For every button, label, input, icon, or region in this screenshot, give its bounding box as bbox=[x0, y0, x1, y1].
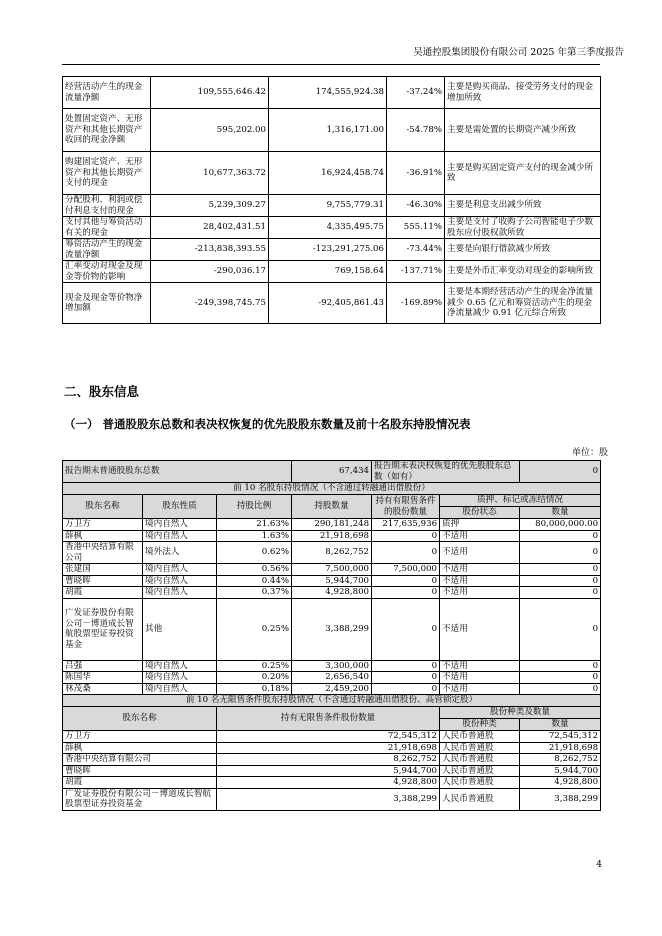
cashflow-item: 经营活动产生的现金流量净额 bbox=[63, 77, 151, 109]
table-row bbox=[63, 587, 601, 599]
unrestricted-name: 薛枫 bbox=[63, 742, 217, 754]
shareholder-qty: 7,500,000 bbox=[292, 564, 372, 576]
cashflow-change: -36.91% bbox=[387, 152, 445, 195]
shareholder-ratio: 0.56% bbox=[217, 564, 292, 576]
unrestricted-class: 人民币普通股 bbox=[440, 765, 520, 777]
shareholder-nature: 境内自然人 bbox=[143, 587, 217, 599]
shareholder-restricted: 0 bbox=[372, 683, 440, 695]
cashflow-prior: 4,335,495.75 bbox=[269, 217, 387, 239]
col-header-pledge-qty: 数量 bbox=[520, 507, 601, 519]
table-row bbox=[63, 672, 601, 684]
cashflow-current: 28,402,431.51 bbox=[151, 217, 269, 239]
total-holders-value: 67,434 bbox=[292, 461, 372, 483]
page-header: 吴通控股集团股份有限公司 2025 年第三季度报告 bbox=[413, 47, 624, 58]
shareholder-pledge-qty: 80,000,000.00 bbox=[520, 519, 601, 531]
top10-title: 前 10 名股东持股情况（不含通过转融通出借股份） bbox=[63, 483, 601, 495]
table-row bbox=[63, 77, 601, 109]
table-row bbox=[63, 731, 601, 743]
cashflow-reason: 主要是购买商品、接受劳务支付的现金增加所致 bbox=[445, 77, 601, 109]
table-row bbox=[63, 217, 601, 239]
shareholder-table bbox=[62, 460, 601, 811]
col-header-pledge-group: 质押、标记或冻结情况 bbox=[440, 495, 601, 507]
shareholder-qty: 2,656,540 bbox=[292, 672, 372, 684]
shareholder-pledge-status: 不适用 bbox=[440, 575, 520, 587]
col-header-qty: 持股数量 bbox=[292, 495, 372, 519]
shareholder-ratio: 0.25% bbox=[217, 598, 292, 660]
shareholder-pledge-status: 不适用 bbox=[440, 587, 520, 599]
cashflow-prior: 16,924,458.74 bbox=[269, 152, 387, 195]
shareholder-nature: 境内自然人 bbox=[143, 564, 217, 576]
col-header-pledge-status: 股份状态 bbox=[440, 507, 520, 519]
shareholder-pledge-status: 不适用 bbox=[440, 564, 520, 576]
shareholder-ratio: 0.37% bbox=[217, 587, 292, 599]
cashflow-change: -137.71% bbox=[387, 261, 445, 283]
unrestricted-name: 胡霞 bbox=[63, 777, 217, 789]
shareholder-restricted: 0 bbox=[372, 587, 440, 599]
shareholder-qty: 8,262,752 bbox=[292, 542, 372, 564]
shareholder-restricted: 7,500,000 bbox=[372, 564, 440, 576]
cashflow-item: 汇率变动对现金及现金等价物的影响 bbox=[63, 261, 151, 283]
shareholder-nature: 其他 bbox=[143, 598, 217, 660]
unrestricted-class-qty: 8,262,752 bbox=[520, 754, 601, 766]
unrestricted-class: 人民币普通股 bbox=[440, 788, 520, 810]
shareholder-restricted: 0 bbox=[372, 672, 440, 684]
table-row bbox=[63, 742, 601, 754]
unrestricted-title: 前 10 名无限售条件股东持股情况（不含通过转融通出借股份、高管锁定股） bbox=[63, 695, 601, 707]
cashflow-change: -169.89% bbox=[387, 283, 445, 324]
shareholder-pledge-status: 不适用 bbox=[440, 598, 520, 660]
cashflow-prior: 1,316,171.00 bbox=[269, 109, 387, 152]
table-row bbox=[63, 575, 601, 587]
shareholder-name: 香港中央结算有限公司 bbox=[63, 542, 143, 564]
shareholder-restricted: 0 bbox=[372, 530, 440, 542]
unrestricted-class: 人民币普通股 bbox=[440, 742, 520, 754]
section-title-shareholders: 二、股东信息 bbox=[64, 384, 140, 399]
unrestricted-qty: 21,918,698 bbox=[217, 742, 440, 754]
cashflow-prior: 174,555,924.38 bbox=[269, 77, 387, 109]
shareholder-qty: 3,388,299 bbox=[292, 598, 372, 660]
table-row bbox=[63, 598, 601, 660]
table-row bbox=[63, 261, 601, 283]
table-row bbox=[63, 777, 601, 789]
shareholder-ratio: 21.63% bbox=[217, 519, 292, 531]
cashflow-prior: 769,158.64 bbox=[269, 261, 387, 283]
table-row bbox=[63, 660, 601, 672]
shareholder-pledge-qty: 0 bbox=[520, 587, 601, 599]
shareholder-restricted: 217,635,936 bbox=[372, 519, 440, 531]
cashflow-item: 支付其他与筹资活动有关的现金 bbox=[63, 217, 151, 239]
col-header-ratio: 持股比例 bbox=[217, 495, 292, 519]
shareholder-ratio: 0.25% bbox=[217, 660, 292, 672]
table-row bbox=[63, 195, 601, 217]
shareholder-nature: 境内自然人 bbox=[143, 519, 217, 531]
shareholder-name: 曹晓晖 bbox=[63, 575, 143, 587]
unrestricted-class: 人民币普通股 bbox=[440, 731, 520, 743]
table-row bbox=[63, 239, 601, 261]
unrestricted-class-qty: 3,388,299 bbox=[520, 788, 601, 810]
table-row bbox=[63, 754, 601, 766]
total-holders-label: 报告期末普通股股东总数 bbox=[63, 461, 292, 483]
shareholder-ratio: 0.20% bbox=[217, 672, 292, 684]
unrestricted-class: 人民币普通股 bbox=[440, 777, 520, 789]
unrestricted-class: 人民币普通股 bbox=[440, 754, 520, 766]
unrestricted-class-qty: 5,944,700 bbox=[520, 765, 601, 777]
shareholder-pledge-status: 不适用 bbox=[440, 530, 520, 542]
cashflow-current: -213,838,393.55 bbox=[151, 239, 269, 261]
shareholder-pledge-qty: 0 bbox=[520, 683, 601, 695]
preferred-holders-label: 报告期末表决权恢复的优先股股东总数（如有） bbox=[372, 461, 520, 483]
shareholder-restricted: 0 bbox=[372, 575, 440, 587]
cashflow-reason: 主要是向银行借款减少所致 bbox=[445, 239, 601, 261]
col-header-name: 股东名称 bbox=[63, 495, 143, 519]
page-number: 4 bbox=[596, 860, 602, 870]
shareholder-pledge-status: 不适用 bbox=[440, 542, 520, 564]
shareholder-name: 吕强 bbox=[63, 660, 143, 672]
cashflow-current: 10,677,363.72 bbox=[151, 152, 269, 195]
unrestricted-name: 广发证券股份有限公司－博道成长智航股票型证券投资基金 bbox=[63, 788, 217, 810]
cashflow-change: -37.24% bbox=[387, 77, 445, 109]
cashflow-current: -290,036.17 bbox=[151, 261, 269, 283]
shareholder-pledge-status: 不适用 bbox=[440, 683, 520, 695]
table-row bbox=[63, 564, 601, 576]
table-row bbox=[63, 542, 601, 564]
preferred-holders-value: 0 bbox=[520, 461, 601, 483]
table-row bbox=[63, 152, 601, 195]
shareholder-qty: 290,181,248 bbox=[292, 519, 372, 531]
unrestricted-qty: 8,262,752 bbox=[217, 754, 440, 766]
cashflow-reason: 主要是购买固定资产支付的现金减少所致 bbox=[445, 152, 601, 195]
cashflow-prior: 9,755,779.31 bbox=[269, 195, 387, 217]
shareholder-name: 林茂桑 bbox=[63, 683, 143, 695]
table-row bbox=[63, 519, 601, 531]
shareholder-ratio: 1.63% bbox=[217, 530, 292, 542]
shareholder-nature: 境内自然人 bbox=[143, 575, 217, 587]
cashflow-change-table bbox=[62, 76, 601, 324]
unres-header-name: 股东名称 bbox=[63, 707, 217, 731]
cashflow-prior: -92,405,861.43 bbox=[269, 283, 387, 324]
unres-header-class: 股份种类 bbox=[440, 719, 520, 731]
cashflow-current: 109,555,646.42 bbox=[151, 77, 269, 109]
unrestricted-name: 万卫方 bbox=[63, 731, 217, 743]
shareholder-pledge-qty: 0 bbox=[520, 575, 601, 587]
table-row bbox=[63, 765, 601, 777]
cashflow-reason: 主要是本期经营活动产生的现金净流量减少 0.65 亿元和筹资活动产生的现金净流量减少 0.91 亿元综合所致 bbox=[445, 283, 601, 324]
cashflow-item: 筹资活动产生的现金流量净额 bbox=[63, 239, 151, 261]
table-row bbox=[63, 788, 601, 810]
table-row bbox=[63, 530, 601, 542]
subsection-title: （一） 普通股股东总数和表决权恢复的优先股股东数量及前十名股东持股情况表 bbox=[64, 417, 471, 431]
shareholder-nature: 境外法人 bbox=[143, 542, 217, 564]
shareholder-qty: 3,300,000 bbox=[292, 660, 372, 672]
unres-header-qty: 持有无限售条件股份数量 bbox=[217, 707, 440, 731]
col-header-restricted: 持有有限售条件的股份数量 bbox=[372, 495, 440, 519]
unit-label: 单位：股 bbox=[571, 448, 608, 458]
shareholder-pledge-qty: 0 bbox=[520, 530, 601, 542]
shareholder-qty: 21,918,698 bbox=[292, 530, 372, 542]
shareholder-pledge-status: 不适用 bbox=[440, 672, 520, 684]
cashflow-item: 分配股利、利润或偿付利息支付的现金 bbox=[63, 195, 151, 217]
shareholder-nature: 境内自然人 bbox=[143, 530, 217, 542]
unrestricted-name: 曹晓晖 bbox=[63, 765, 217, 777]
unrestricted-qty: 72,545,312 bbox=[217, 731, 440, 743]
shareholder-nature: 境内自然人 bbox=[143, 672, 217, 684]
unrestricted-name: 香港中央结算有限公司 bbox=[63, 754, 217, 766]
cashflow-current: 5,239,309.27 bbox=[151, 195, 269, 217]
unres-header-cqty: 数量 bbox=[520, 719, 601, 731]
shareholder-qty: 4,928,800 bbox=[292, 587, 372, 599]
shareholder-pledge-qty: 0 bbox=[520, 564, 601, 576]
cashflow-reason: 主要是支付了收购子公司智能电子少数股东应付股权款所致 bbox=[445, 217, 601, 239]
unrestricted-qty: 4,928,800 bbox=[217, 777, 440, 789]
shareholder-ratio: 0.18% bbox=[217, 683, 292, 695]
unrestricted-class-qty: 72,545,312 bbox=[520, 731, 601, 743]
cashflow-prior: -123,291,275.06 bbox=[269, 239, 387, 261]
shareholder-qty: 2,459,200 bbox=[292, 683, 372, 695]
cashflow-reason: 主要是需处置的长期资产减少所致 bbox=[445, 109, 601, 152]
shareholder-pledge-qty: 0 bbox=[520, 598, 601, 660]
cashflow-reason: 主要是利息支出减少所致 bbox=[445, 195, 601, 217]
cashflow-reason: 主要是外币汇率变动对现金的影响所致 bbox=[445, 261, 601, 283]
table-row bbox=[63, 109, 601, 152]
shareholder-name: 胡霞 bbox=[63, 587, 143, 599]
table-row bbox=[63, 283, 601, 324]
shareholder-pledge-qty: 0 bbox=[520, 672, 601, 684]
cashflow-change: -46.30% bbox=[387, 195, 445, 217]
unrestricted-qty: 5,944,700 bbox=[217, 765, 440, 777]
shareholder-name: 陈国华 bbox=[63, 672, 143, 684]
shareholder-pledge-status: 质押 bbox=[440, 519, 520, 531]
shareholder-name: 张建国 bbox=[63, 564, 143, 576]
cashflow-item: 现金及现金等价物净增加额 bbox=[63, 283, 151, 324]
shareholder-pledge-status: 不适用 bbox=[440, 660, 520, 672]
cashflow-change: 555.11% bbox=[387, 217, 445, 239]
cashflow-item: 购建固定资产、无形资产和其他长期资产支付的现金 bbox=[63, 152, 151, 195]
header-rule bbox=[62, 64, 600, 65]
cashflow-current: -249,398,745.75 bbox=[151, 283, 269, 324]
shareholder-pledge-qty: 0 bbox=[520, 660, 601, 672]
cashflow-current: 595,202.00 bbox=[151, 109, 269, 152]
shareholder-name: 薛枫 bbox=[63, 530, 143, 542]
cashflow-item: 处置固定资产、无形资产和其他长期资产收回的现金净额 bbox=[63, 109, 151, 152]
unrestricted-class-qty: 21,918,698 bbox=[520, 742, 601, 754]
shareholder-ratio: 0.44% bbox=[217, 575, 292, 587]
cashflow-change: -54.78% bbox=[387, 109, 445, 152]
shareholder-restricted: 0 bbox=[372, 542, 440, 564]
shareholder-qty: 5,944,700 bbox=[292, 575, 372, 587]
unrestricted-qty: 3,388,299 bbox=[217, 788, 440, 810]
cashflow-change: -73.44% bbox=[387, 239, 445, 261]
unres-header-class-group: 股份种类及数量 bbox=[440, 707, 601, 719]
shareholder-pledge-qty: 0 bbox=[520, 542, 601, 564]
col-header-nature: 股东性质 bbox=[143, 495, 217, 519]
shareholder-ratio: 0.62% bbox=[217, 542, 292, 564]
shareholder-name: 广发证券股份有限公司－博道成长智航股票型证券投资基金 bbox=[63, 598, 143, 660]
shareholder-name: 万卫方 bbox=[63, 519, 143, 531]
table-row bbox=[63, 683, 601, 695]
shareholder-nature: 境内自然人 bbox=[143, 683, 217, 695]
unrestricted-class-qty: 4,928,800 bbox=[520, 777, 601, 789]
shareholder-restricted: 0 bbox=[372, 660, 440, 672]
shareholder-nature: 境内自然人 bbox=[143, 660, 217, 672]
shareholder-restricted: 0 bbox=[372, 598, 440, 660]
